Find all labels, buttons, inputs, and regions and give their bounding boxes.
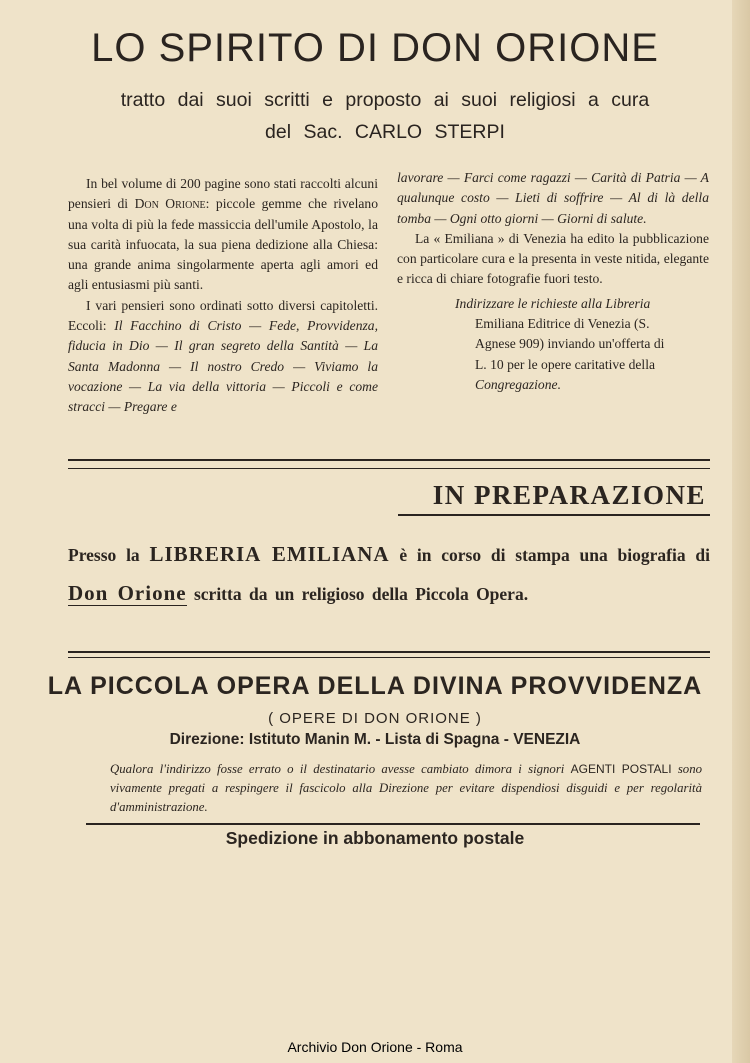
chapters-intro: I vari pensieri sono ordinati sotto diversi capitoletti. Eccoli: — [68, 297, 378, 334]
subtitle-line-1: tratto dai suoi scritti e proposto ai suoi religiosi a cura — [120, 89, 650, 111]
order-address — [397, 294, 709, 395]
chapter-titles: Il Facchino di Cristo — Fede, Provvidenza, fiducia in Dio — Il gran segreto della Santità — La Santa Madonna — Il nostro Credo — Viviamo la vocazione — La via della vittoria — Piccoli e come stracci — Pregare e — [68, 318, 378, 415]
address-line-2: Emiliana Editrice di Venezia (S. — [475, 316, 650, 332]
postal-subscription: Spedizione in abbonamento postale — [225, 828, 525, 848]
in-preparazione-heading: IN PREPARAZIONE — [432, 480, 706, 510]
don-orione-name: Don Orione — [134, 196, 206, 212]
intro-text-b: : piccole gemme che rivelano una volta di più la fede massiccia dell'umile Apostolo, la sua carità infuocata, la sua piena dedizione alla Chiesa: una grande anima singolarmente aperta agli amori ed agli entusiasmi più santi. — [68, 196, 378, 293]
address-line-1: Indirizzare le richieste alla Libreria — [455, 295, 651, 311]
address-line-5: Congregazione. — [475, 376, 561, 392]
agenti-postali: AGENTI POSTALI — [570, 762, 672, 776]
page-edge — [732, 0, 750, 1063]
address-line-3: Agnese 909) inviando un'offerta di — [475, 336, 665, 352]
heading-underline — [398, 514, 710, 516]
prep-text-a: Presso la — [68, 545, 150, 565]
libreria-emiliana: LIBRERIA EMILIANA — [149, 542, 390, 566]
postal-notice — [110, 760, 702, 817]
subtitle-line-2: del Sac. CARLO STERPI — [265, 121, 505, 143]
page-title: LO SPIRITO DI DON ORIONE — [91, 26, 659, 70]
notice-text-a: Qualora l'indirizzo fosse errato o il destinatario avesse cambiato dimora i signori — [110, 762, 571, 776]
paragraph-chapters — [68, 296, 378, 418]
right-column — [397, 168, 709, 395]
divider-bottom — [86, 823, 700, 825]
paragraph-emiliana: La « Emiliana » di Venezia ha edito la pubblicazione con particolare cura e la presenta in veste nitida, elegante e ricca di chiare fotografie fuori testo. — [397, 230, 709, 287]
archive-footer: Archivio Don Orione - Roma — [287, 1039, 463, 1055]
divider-top-2 — [68, 468, 710, 469]
don-orione-highlight: Don Orione — [68, 581, 187, 605]
page-subtitle — [60, 84, 710, 148]
paragraph-intro — [68, 174, 378, 296]
address-line-4: L. 10 per le opere caritative della — [475, 356, 656, 372]
divider-mid-1 — [68, 651, 710, 653]
publisher-subtitle: ( OPERE DI DON ORIONE ) — [268, 710, 482, 727]
preparazione-text — [68, 535, 710, 613]
chapter-titles-cont: lavorare — Farci come ragazzi — Carità di Patria — A qualunque costo — Lieti di soffrire — Al di là della tomba — Ogni otto giorni — Giorni di salute. — [397, 170, 709, 226]
intro-text-a: In bel volume di 200 pagine sono stati raccolti alcuni pensieri di — [68, 176, 378, 212]
publisher-direction: Direzione: Istituto Manin M. - Lista di Spagna - VENEZIA — [169, 731, 581, 748]
left-column — [68, 174, 378, 418]
divider-mid-2 — [68, 657, 710, 658]
prep-text-b: è in corso di stampa una biografia di — [389, 545, 710, 565]
prep-text-c: scritta da un religioso della Piccola Opera. — [186, 584, 529, 604]
paragraph-chapters-cont — [397, 168, 709, 229]
publisher-name: LA PICCOLA OPERA DELLA DIVINA PROVVIDENZA — [47, 672, 703, 700]
divider-top-1 — [68, 459, 710, 461]
notice-text-b: sono vivamente pregati a respingere il fascicolo alla Direzione per evitare dispendiosi disguidi e per regolarità d'amministrazione. — [110, 762, 702, 814]
